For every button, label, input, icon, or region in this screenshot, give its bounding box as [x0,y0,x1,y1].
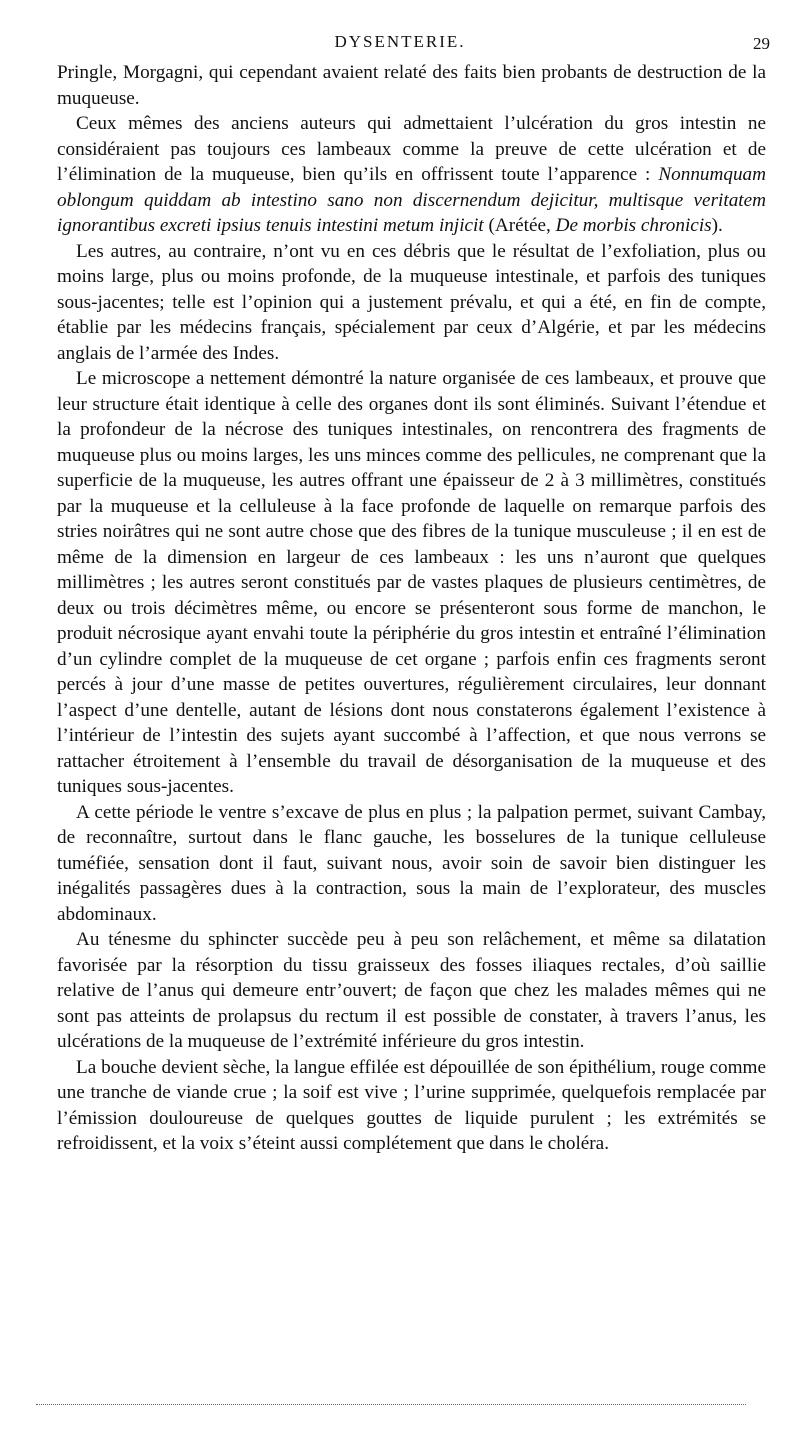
paragraph-ancient-authors [57,111,766,239]
citation-title: De morbis chronicis [555,215,712,236]
body-text [57,60,766,1157]
paragraph-microscope: Le microscope a nettement démontré la nature organisée de ces lambeaux, et prouve que leur structure était identique à celle des organes dont ils sont éliminés. Suivant l’étendue et la profondeur de la nécrose des tuniques intestinales, on rencontrera des fragments de muqueuse plus ou moins larges, les uns minces comme des pellicules, ne comprenant que la superficie de la muqueuse, les autres offrant une épaisseur de 2 à 3 millimètres, constitués par la muqueuse et la celluleuse à la face profonde de laquelle on remarque parfois des stries noirâtres qui ne sont autre chose que des fibres de la tunique musculeuse ; il en est de même de la dimension en largeur de ces lambeaux : les uns n’auront que quelques millimètres ; les autres seront constitués par de vastes plaques de plusieurs centimètres, de deux ou trois décimètres même, ou encore se présenteront sous forme de manchon, le produit nécrosique ayant envahi toute la périphérie du gros intestin et entraîné l’élimination d’un cylindre complet de la muqueuse de cet organe ; parfois enfin ces fragments seront percés à jour d’une masse de petites ouvertures, régulièrement circulaires, leur donnant l’aspect d’une dentelle, autant de lésions dont nous constaterons également l’existence à l’intérieur de l’intestin des sujets ayant succombé à l’affection, et que nous verrons se rattacher étroitement à l’ensemble du travail de désorganisation de la muqueuse et des tuniques sous-jacentes. [57,368,766,797]
running-title: DYSENTERIE. [334,32,466,51]
paragraph-exfoliation: Les autres, au contraire, n’ont vu en ces débris que le résultat de l’exfoliation, plus ou moins large, plus ou moins profonde, de la muqueuse intestinale, et parfois des tuniques sous-jacentes; telle est l’opinion qui a justement prévalu, et qui a été, en fin de compte, établie par les médecins français, spécialement par ceux d’Algérie, et par les médecins anglais de l’armée des Indes. [57,240,766,364]
latin-quotation: Nonnumquam oblongum quiddam ab intestino sano non discernendum dejicitur, multisque veritatem ignorantibus excreti ipsius tenuis intestini metum injicit [57,164,766,236]
paragraph-palpation: A cette période le ventre s’excave de plus en plus ; la palpation permet, suivant Cambay, de reconnaître, surtout dans le flanc gauche, les bosselures de la tunique celluleuse tuméfiée, sensation dont il faut, suivant nous, avoir soin de savoir bien distinguer les inégalités passagères dues à la contraction, sous la main de l’explorateur, des muscles abdominaux. [57,801,766,925]
paragraph-sphincter: Au ténesme du sphincter succède peu à peu son relâchement, et même sa dilatation favorisée par la résorption du tissu graisseux des fosses iliaques rectales, d’où saillie relative de l’anus qui demeure entr’ouvert; de façon que chez les malades mêmes qui ne sont pas atteints de prolapsus du rectum il est possible de constater, à travers l’anus, les ulcérations de la muqueuse de l’extrémité inférieure du gros intestin. [57,929,766,1052]
running-head [0,30,800,56]
paragraph-symptoms: La bouche devient sèche, la langue effilée est dépouillée de son épithélium, rouge comme une tranche de viande crue ; la soif est vive ; l’urine supprimée, quelquefois remplacée par l’émission douloureuse de quelques gouttes de liquide purulent ; les extrémités se refroidissent, et la voix s’éteint aussi complétement que dans le choléra. [57,1056,766,1154]
footer-dotted-rule [36,1404,746,1405]
page-number: 29 [753,34,770,53]
paragraph-continued: Pringle, Morgagni, qui cependant avaient relaté des faits bien probants de destruction de la muqueuse. [57,62,766,109]
paragraph-text: Ceux mêmes des anciens auteurs qui admettaient l’ulcération du gros intestin ne considéraient pas toujours ces lambeaux comme la preuve de cette ulcération et de l’élimination de la muqueuse, bien qu’ils en offrissent toute l’apparence : [57,113,766,185]
citation-close: ). [711,215,723,236]
citation-open: (Arétée, [483,215,556,236]
